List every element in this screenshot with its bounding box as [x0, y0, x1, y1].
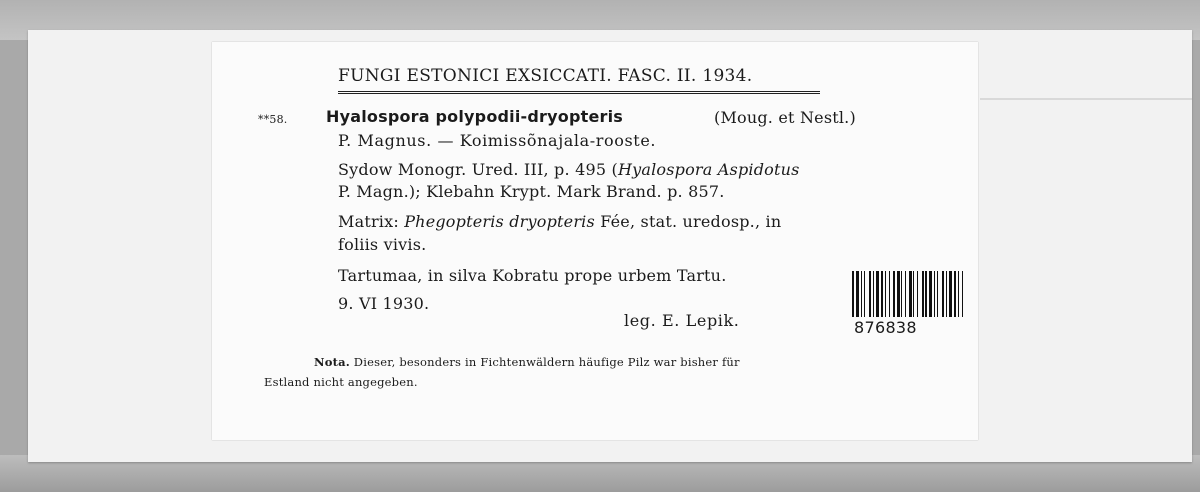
collector: leg. E. Lepik. — [624, 311, 740, 330]
barcode-bar — [954, 271, 956, 317]
locality: Tartumaa, in silva Kobratu prope urbem Tartu. — [338, 266, 727, 285]
barcode-bar — [929, 271, 932, 317]
barcode-bar — [901, 271, 902, 317]
heading-underline — [338, 91, 820, 94]
authority-common-name: P. Magnus. — Koimissõnajala-rooste. — [338, 131, 657, 150]
barcode-bar — [881, 271, 883, 317]
barcode-bar — [852, 271, 854, 317]
barcode-bar — [946, 271, 947, 317]
note-text: Dieser, besonders in Fichtenwäldern häufige Pilz war bisher für — [349, 355, 740, 369]
sheet-fold-line — [980, 98, 1192, 100]
barcode-bar — [909, 271, 912, 317]
matrix-host: Phegopteris dryopteris — [404, 212, 595, 231]
barcode-bar — [873, 271, 874, 317]
barcode-bar — [937, 271, 938, 317]
note-line-2: Estland nicht angegeben. — [264, 375, 418, 389]
barcode-bar — [856, 271, 859, 317]
synonym-text: Hyalospora Aspidotus — [617, 160, 800, 179]
barcode-number: 876838 — [854, 318, 917, 337]
species-name: Hyalospora polypodii-dryopteris — [326, 107, 624, 126]
barcode-bar — [922, 271, 924, 317]
matrix-line-2: foliis vivis. — [338, 235, 427, 254]
barcode-bar — [913, 271, 914, 317]
barcode-bar — [917, 271, 918, 317]
barcode-bar — [934, 271, 935, 317]
barcode-bar — [893, 271, 895, 317]
barcode-bar — [949, 271, 952, 317]
matrix-label: Matrix: — [338, 212, 405, 231]
species-authority: (Moug. et Nestl.) — [714, 108, 856, 127]
note-label: Nota. — [314, 355, 350, 369]
barcode-bar — [885, 271, 886, 317]
barcode-bar — [869, 271, 871, 317]
label-heading: FUNGI ESTONICI EXSICCATI. FASC. II. 1934. — [338, 66, 753, 86]
reference-text: Sydow Monogr. Ured. III, p. 495 ( — [338, 160, 618, 179]
specimen-label — [212, 42, 978, 440]
matrix-line-1 — [338, 212, 781, 231]
matrix-rest: Fée, stat. uredosp., in — [594, 212, 782, 231]
barcode-bar — [925, 271, 927, 317]
barcode — [852, 271, 964, 317]
barcode-bar — [864, 271, 865, 317]
barcode-bar — [942, 271, 944, 317]
barcode-bar — [889, 271, 890, 317]
barcode-bar — [861, 271, 862, 317]
barcode-bar — [962, 271, 963, 317]
barcode-bar — [958, 271, 959, 317]
specimen-number: **58. — [258, 113, 288, 126]
barcode-bar — [897, 271, 900, 317]
barcode-bar — [905, 271, 906, 317]
reference-line-2: P. Magn.); Klebahn Krypt. Mark Brand. p. 857. — [338, 182, 725, 201]
note-line-1 — [314, 355, 740, 369]
reference-line-1 — [338, 160, 800, 179]
collection-date: 9. VI 1930. — [338, 294, 430, 313]
barcode-bar — [876, 271, 879, 317]
